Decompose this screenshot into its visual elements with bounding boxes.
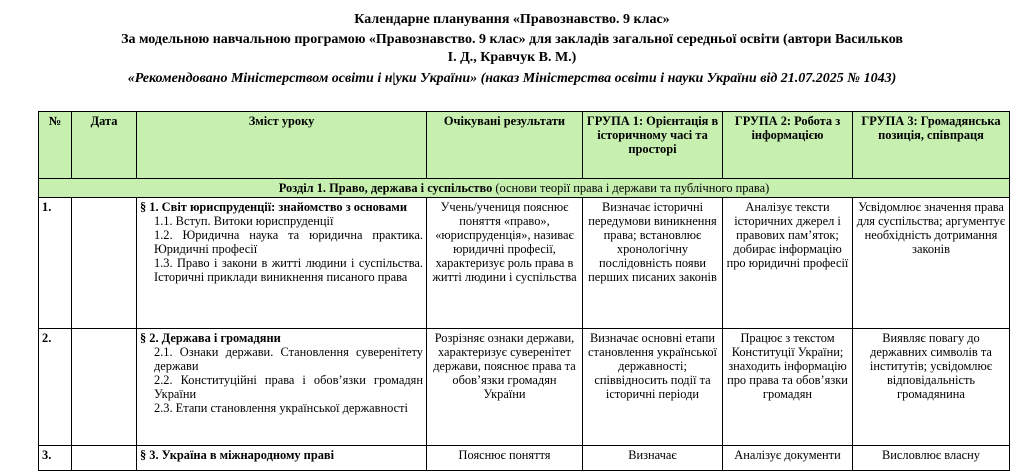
lesson-subtopic: 1.1. Вступ. Витоки юриспруденції — [154, 214, 334, 228]
row-number: 2. — [39, 329, 72, 446]
row-group1: Визначає — [583, 446, 723, 471]
column-header-group3: ГРУПА 3: Громадянська позиція, співпраця — [853, 112, 1010, 179]
lesson-subtopic: 2.2. Конституційні права і обов’язки громадян України — [154, 373, 423, 401]
row-content — [137, 198, 427, 329]
section-title-bold: Розділ 1. Право, держава і суспільство — [278, 181, 493, 195]
table-row — [39, 198, 1010, 329]
document-authors: І. Д., Кравчук В. М.) — [447, 50, 577, 65]
column-header-group2: ГРУПА 2: Робота з інформацією — [723, 112, 853, 179]
row-number: 3. — [39, 446, 72, 471]
row-group2: Аналізує документи — [723, 446, 853, 471]
document-title: Календарне планування «Правознавство. 9 клас» — [354, 12, 670, 27]
row-group1: Визначає основні етапи становлення української державності; співвідносить події та історичні періоди — [583, 329, 723, 446]
table-header-row — [39, 112, 1010, 179]
column-header-number: № — [39, 112, 72, 179]
document-approval-note: «Рекомендовано Міністерством освіти і н|уки України» (наказ Міністерства освіти і науки України від 21.07.2025 № 1043) — [127, 71, 897, 86]
row-group2: Працює з текстом Конституції України; знаходить інформацію про права та обов’язки громадян — [723, 329, 853, 446]
row-group3: Висловлює власну — [853, 446, 1010, 471]
section-title-normal: (основи теорії права і держави та публічного права) — [492, 181, 770, 195]
row-number: 1. — [39, 198, 72, 329]
row-group2: Аналізує тексти історичних джерел і правових пам’яток; добирає інформацію про юридичні професії — [723, 198, 853, 329]
lesson-subtopic: 1.3. Право і закони в житті людини і суспільства. Історичні приклади виникнення писаного права — [154, 256, 423, 284]
row-content — [137, 329, 427, 446]
lesson-subtopic: 2.3. Етапи становлення української державності — [154, 401, 408, 415]
row-content — [137, 446, 427, 471]
table-row — [39, 329, 1010, 446]
lesson-title: § 3. Україна в міжнародному праві — [140, 448, 335, 462]
table-row — [39, 446, 1010, 471]
column-header-results: Очікувані результати — [427, 112, 583, 179]
row-date — [72, 198, 137, 329]
lesson-title: § 2. Держава і громадяни — [140, 331, 281, 345]
lesson-title: § 1. Світ юриспруденції: знайомство з основами — [140, 200, 407, 214]
document-subtitle: За модельною навчальною програмою «Правознавство. 9 клас» для закладів загальної середньої освіти (автори Васильков — [121, 32, 903, 47]
section-title — [39, 179, 1010, 198]
row-date — [72, 329, 137, 446]
row-results: Учень/учениця пояснює поняття «право», «юриспруденція», називає юридичні професії, характеризує роль права в житті людини і суспільства — [427, 198, 583, 329]
row-results: Пояснює поняття — [427, 446, 583, 471]
column-header-group1: ГРУПА 1: Орієнтація в історичному часі та просторі — [583, 112, 723, 179]
row-group3: Усвідомлює значення права для суспільства; аргументує необхідність дотримання законів — [853, 198, 1010, 329]
section-row — [39, 179, 1010, 198]
lesson-subtopic: 1.2. Юридична наука та юридична практика. Юридичні професії — [154, 228, 423, 256]
column-header-date: Дата — [72, 112, 137, 179]
row-group1: Визначає історичні передумови виникнення права; встановлює хронологічну послідовність появи перших писаних законів — [583, 198, 723, 329]
row-results: Розрізняє ознаки держави, характеризує суверенітет держави, пояснює права та обов’язки громадян України — [427, 329, 583, 446]
row-date — [72, 446, 137, 471]
calendar-plan-table — [38, 111, 1010, 471]
lesson-subtopic: 2.1. Ознаки держави. Становлення суверенітету держави — [154, 345, 423, 373]
row-group3: Виявляє повагу до державних символів та інститутів; усвідомлює відповідальність громадянина — [853, 329, 1010, 446]
column-header-content: Зміст уроку — [137, 112, 427, 179]
